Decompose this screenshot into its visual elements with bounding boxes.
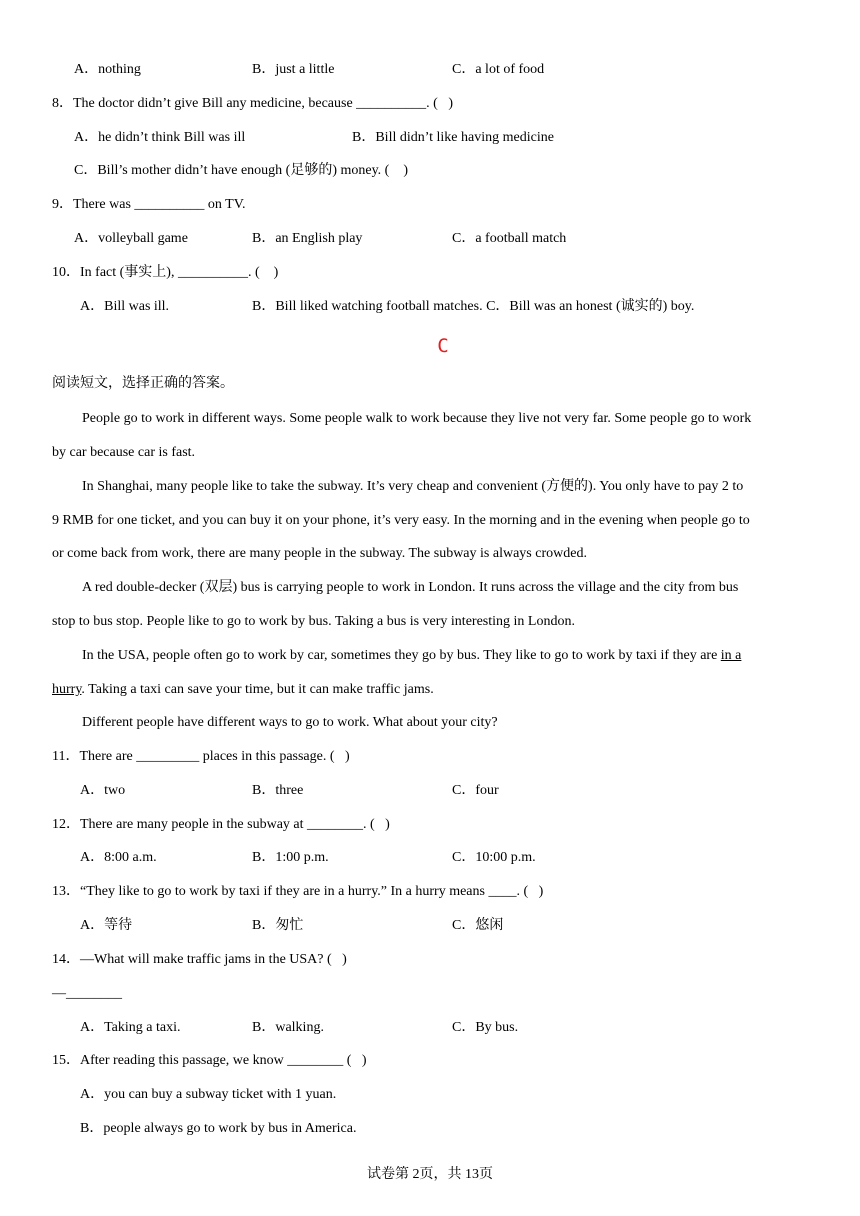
passage-p1-line1: People go to work in different ways. Some people walk to work because they live not very far. Some people go to work [82,411,752,426]
q12-text: There are many people in the subway at ________. ( ) [80,817,390,832]
q12-option-c: C．10:00 p.m. [452,850,536,865]
q13-text: “They like to go to work by taxi if they are in a hurry.” In a hurry means ____. ( ) [80,884,544,899]
q14-stem [52,951,347,969]
passage-p1-line2: by car because car is fast. [52,445,196,460]
q14-option-c: C．By bus. [452,1020,519,1035]
section-instruction: 阅读短文，选择正确的答案。 [52,376,234,391]
q8-text: The doctor didn’t give Bill any medicine, because __________. ( ) [73,96,453,111]
passage-p2-line1: In Shanghai, many people like to take the subway. It’s very cheap and convenient (方便的). You only have to pay 2 to [82,479,744,494]
q9-option-b: B．an English play [252,231,363,246]
q13-option-c: C．悠闲 [452,918,504,933]
q8-number: 8． [52,96,73,111]
q15-stem [52,1052,367,1070]
passage-p4-text: In the USA, people often go to work by car, sometimes they go by bus. They like to go to work by taxi if they are [82,648,721,663]
q14-option-a: A．Taking a taxi. [80,1020,181,1035]
q12-stem [52,816,390,834]
passage-p4-line2 [52,681,434,699]
q15-option-b: B．people always go to work by bus in America. [80,1121,357,1136]
q8-option-c: C．Bill’s mother didn’t have enough (足够的) money. ( ) [74,163,409,178]
q14-answer-line: —________ [52,986,122,1001]
q11-option-b: B．three [252,783,304,798]
q13-stem [52,883,543,901]
q8-option-b: B．Bill didn’t like having medicine [352,130,554,145]
q11-option-a: A．two [80,783,126,798]
q8-stem [52,95,453,113]
passage-p4-text-end: . Taking a taxi can save your time, but it can make traffic jams. [81,682,434,697]
q10-text: In fact (事实上), __________. ( ) [80,265,279,280]
q11-stem [52,748,350,766]
passage-p3-line1: A red double-decker (双层) bus is carrying people to work in London. It runs across the village and the city from bus [82,580,739,595]
q13-option-a: A．等待 [80,918,133,933]
underlined-phrase: in a [720,648,742,663]
section-letter: C [437,335,449,357]
q10-number: 10． [52,265,80,280]
q12-number: 12． [52,817,80,832]
q7-option-c: C．a lot of food [452,62,545,77]
q8-option-a: A．he didn’t think Bill was ill [74,130,246,145]
q9-text: There was __________ on TV. [73,197,246,212]
q10-stem [52,264,278,282]
q15-text: After reading this passage, we know ________ ( ) [80,1053,367,1068]
q10-option-b-c: B．Bill liked watching football matches. C．Bill was an honest (诚实的) boy. [252,299,695,314]
passage-p2-line3: or come back from work, there are many people in the subway. The subway is always crowded. [52,546,587,561]
q9-stem [52,196,246,214]
passage-p3-line2: stop to bus stop. People like to go to work by bus. Taking a bus is very interesting in London. [52,614,575,629]
passage-p2-line2: 9 RMB for one ticket, and you can buy it on your phone, it’s very easy. In the morning and in the evening when people go to [52,513,750,528]
q14-text: —What will make traffic jams in the USA? ( ) [80,952,347,967]
q9-number: 9． [52,197,73,212]
q15-option-a: A．you can buy a subway ticket with 1 yuan. [80,1087,337,1102]
q10-option-a: A．Bill was ill. [80,299,170,314]
underlined-phrase-end: hurry [52,682,82,697]
q13-number: 13． [52,884,80,899]
q11-number: 11． [52,749,80,764]
q11-option-c: C．four [452,783,499,798]
q7-option-a: A．nothing [74,62,141,77]
q12-option-b: B．1:00 p.m. [252,850,329,865]
q7-option-b: B．just a little [252,62,335,77]
q15-number: 15． [52,1053,80,1068]
q11-text: There are _________ places in this passage. ( ) [79,749,350,764]
page-footer: 试卷第 2页，共 13页 [367,1167,493,1182]
q13-option-b: B．匆忙 [252,918,304,933]
q12-option-a: A．8:00 a.m. [80,850,157,865]
q9-option-a: A．volleyball game [74,231,188,246]
q14-option-b: B．walking. [252,1020,324,1035]
passage-p5-line1: Different people have different ways to go to work. What about your city? [82,715,498,730]
passage-p4-line1 [82,647,741,665]
q14-number: 14． [52,952,80,967]
q9-option-c: C．a football match [452,231,567,246]
